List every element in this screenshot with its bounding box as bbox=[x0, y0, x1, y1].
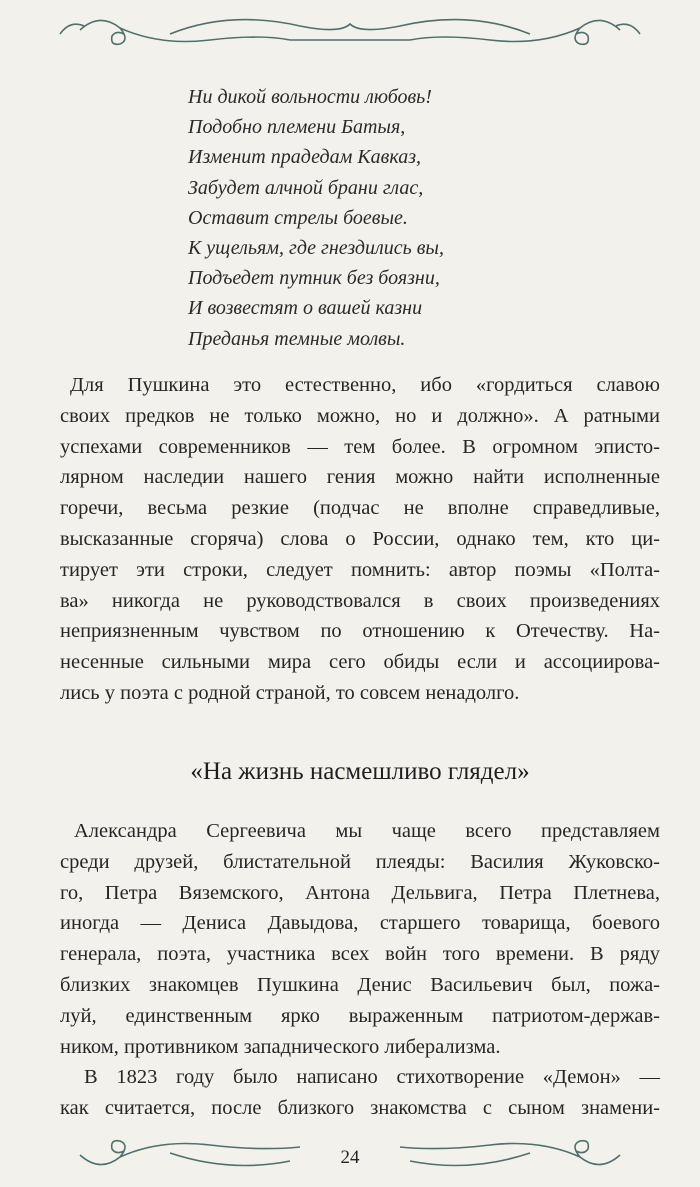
text-line: лярном наследии нашего гения можно найти исполненные bbox=[60, 466, 660, 489]
poem-line: Ни дикой вольности любовь! bbox=[188, 86, 432, 108]
poem-line: Преданья темные молвы. bbox=[188, 327, 406, 350]
top-ornament bbox=[20, 0, 680, 60]
text-line: иногда — Дениса Давыдова, старшего товарища, боевого bbox=[60, 912, 660, 935]
text-line: неприязненным чувством по отношению к Отечеству. На- bbox=[60, 620, 660, 643]
poem-line: Забудет алчной брани глас, bbox=[188, 176, 424, 199]
section-heading: «На жизнь насмешливо глядел» bbox=[190, 758, 530, 785]
paragraph-pushkin-glory bbox=[60, 370, 660, 709]
page-number: 24 bbox=[340, 1147, 360, 1168]
poem-line: К ущельям, где гнездились вы, bbox=[188, 237, 444, 260]
poem-stanza bbox=[188, 82, 608, 354]
text-line: го, Петра Вяземского, Антона Дельвига, Петра Плетнева, bbox=[60, 881, 660, 904]
text-line: луй, единственным ярко выраженным патриотом-держав- bbox=[60, 1004, 660, 1027]
text-line: как считается, после близкого знакомства с сыном знамени- bbox=[60, 1096, 660, 1119]
poem-line: Оставит стрелы боевые. bbox=[188, 206, 408, 229]
text-line: среди друзей, блистательной плеяды: Василия Жуковско- bbox=[60, 850, 660, 873]
text-line: ником, противником западнического либерализма. bbox=[60, 1035, 501, 1058]
paragraph-friends bbox=[60, 816, 660, 1062]
text-line: Для Пушкина это естественно, ибо «гордиться славою bbox=[70, 374, 660, 396]
text-line: близких знакомцев Пушкина Денис Васильевич был, пожа- bbox=[60, 973, 660, 996]
text-line: несенные сильными мира сего обиды если и ассоциирова- bbox=[60, 651, 660, 674]
text-line: тирует эти строки, следует помнить: автор поэмы «Полта- bbox=[60, 558, 660, 581]
poem-line: Подъедет путник без боязни, bbox=[188, 267, 440, 290]
text-line: Александра Сергеевича мы чаще всего представляем bbox=[74, 820, 660, 842]
text-line: своих предков не только можно, но и должно». А ратными bbox=[60, 404, 660, 427]
text-line: высказанные сгоряча) слова о России, однако тем, кто ци- bbox=[60, 527, 660, 550]
text-line: лись у поэта с родной страной, то совсем ненадолго. bbox=[60, 681, 520, 704]
text-line: ва» никогда не руководствовался в своих произведениях bbox=[60, 589, 660, 612]
text-line: генерала, поэта, участника всех войн того времени. В ряду bbox=[60, 943, 660, 966]
poem-line: И возвестят о вашей казни bbox=[188, 297, 423, 320]
text-line: В 1823 году было написано стихотворение «Демон» — bbox=[84, 1066, 660, 1088]
poem-line: Подобно племени Батыя, bbox=[188, 116, 406, 139]
poem-line: Изменит прадедам Кавказ, bbox=[188, 146, 421, 169]
paragraph-demon bbox=[60, 1062, 660, 1124]
text-line: успехами современников — тем более. В огромном эписто- bbox=[60, 435, 660, 458]
text-line: горечи, весьма резкие (подчас не вполне справедливые, bbox=[60, 497, 660, 520]
